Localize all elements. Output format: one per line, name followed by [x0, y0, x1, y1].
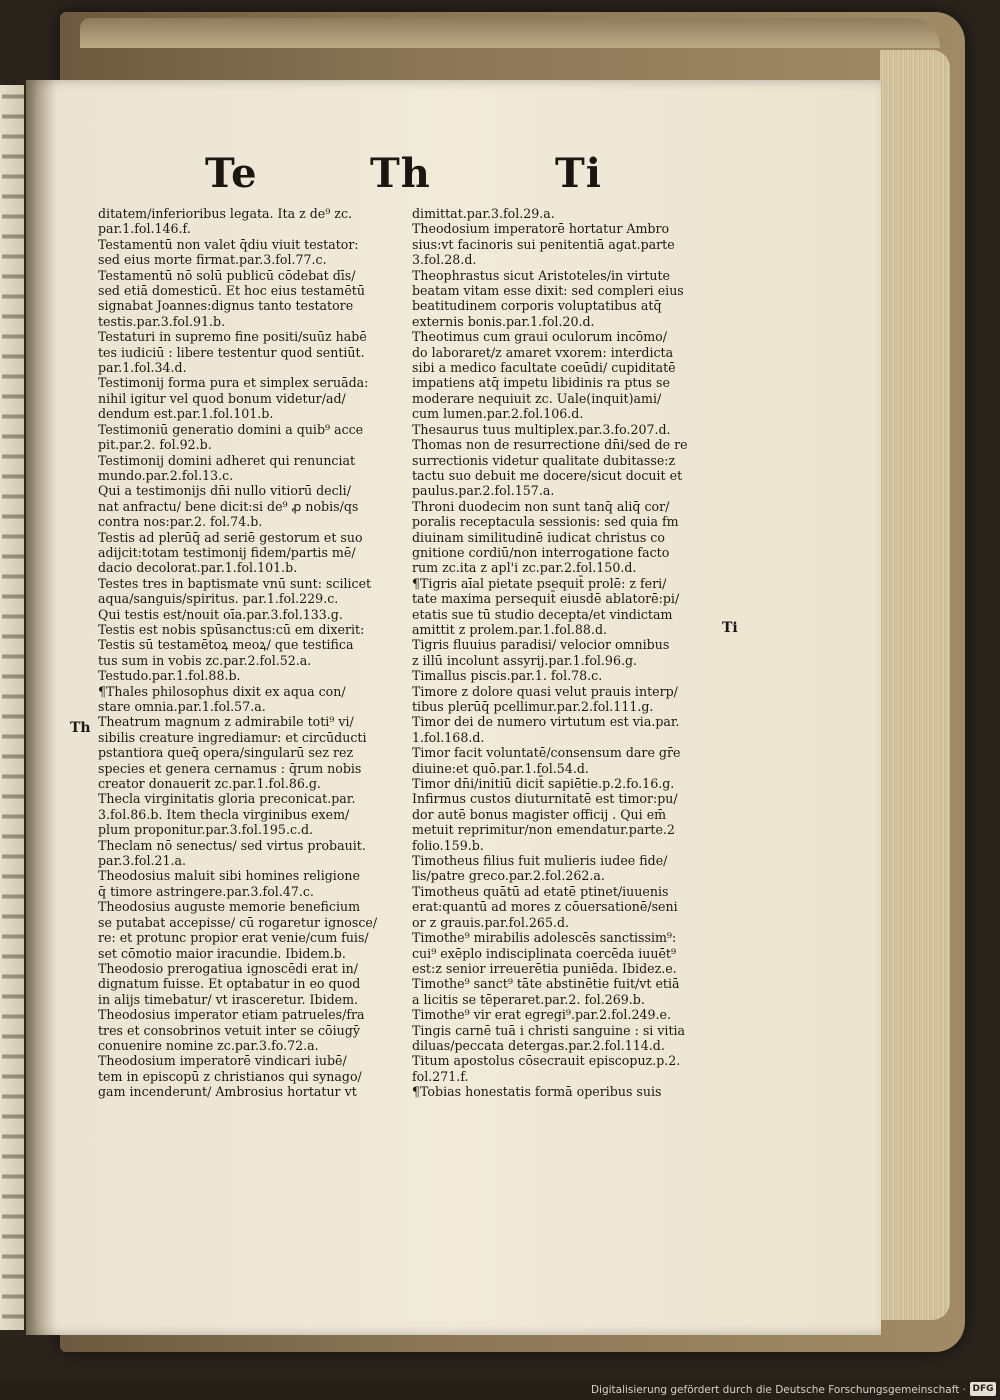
text-line: se putabat accepisse/ cū rogaretur ignosce/ — [98, 914, 378, 930]
text-line: re: et protunc propior erat venie/cum fuis/ — [98, 930, 369, 946]
text-line: z illū incolunt assyrij.par.1.fol.96.g. — [412, 652, 638, 668]
text-line: Timor dei de numero virtutum est via.par. — [412, 714, 680, 730]
running-head-right: Ti — [555, 150, 602, 197]
text-line: Theotimus cum graui oculorum incōmo/ — [412, 329, 667, 345]
text-line: 3.fol.86.b. Item thecla virginibus exem/ — [98, 806, 350, 822]
text-line: Theatrum magnum z admirabile toti⁹ vi/ — [98, 714, 354, 730]
text-line: gam incenderunt/ Ambrosius hortatur vt — [98, 1084, 357, 1100]
text-line: or z grauis.par.fol.265.d. — [412, 914, 570, 930]
text-line: tres et consobrinos vetuit inter se cōiugȳ — [98, 1022, 360, 1038]
margin-marker-left: Th — [70, 720, 91, 736]
text-line: Timothe⁹ mirabilis adolescēs sanctissim⁹: — [412, 930, 677, 946]
text-line: nat anfractu/ bene dicit:si de⁹ ꝓ nobis/qs — [98, 498, 359, 514]
text-line: ¶Tigris aīal pietate psequit̄ prolē: z feri/ — [412, 575, 667, 591]
text-line: Timothe⁹ vir erat egregi⁹.par.2.fol.249.e. — [412, 1007, 671, 1023]
text-line: par.3.fol.21.a. — [98, 853, 187, 869]
text-line: Theophrastus sicut Aristoteles/in virtute — [412, 267, 671, 283]
text-line: Timotheus quātū ad etatē ptinet/iuuenis — [412, 883, 669, 899]
text-line: cum lumen.par.2.fol.106.d. — [412, 406, 584, 422]
facing-page — [0, 85, 24, 1330]
text-line: beatitudinem corporis voluptatibus atq̄ — [412, 298, 662, 314]
text-line: Testes tres in baptismate vnū sunt: scilicet — [98, 575, 372, 591]
text-line: Timothe⁹ sanct⁹ tāte abstinētie fuit/vt etiā — [412, 976, 680, 992]
text-line: impatiens atq̄ impetu libidinis ra ptus se — [412, 375, 670, 391]
text-line: rum zc.ita z apl'i zc.par.2.fol.150.d. — [412, 560, 637, 576]
text-line: diuinam similitudinē iudicat christus co — [412, 529, 665, 545]
text-line: Timotheus filius fuit mulieris iudee fide/ — [412, 853, 668, 869]
text-line: Testimonij domini adheret qui renunciat — [98, 452, 356, 468]
text-line: surrectionis videtur qualitate dubitasse:z — [412, 452, 676, 468]
text-line: creator donauerit zc.par.1.fol.86.g. — [98, 776, 321, 792]
text-line: nihil igitur vel quod bonum videtur/ad/ — [98, 390, 346, 406]
text-line: in alijs timebatur/ vt irasceretur. Ibidem. — [98, 991, 359, 1007]
text-line: set cōmotio maior iracundie. Ibidem.b. — [98, 945, 346, 961]
text-line: metuit reprimitur/non emendatur.parte.2 — [412, 822, 675, 838]
text-line: Infirmus custos diuturnitatē est timor:pu/ — [412, 791, 678, 807]
margin-marker-right: Ti — [722, 620, 738, 636]
text-line: folio.159.b. — [412, 837, 484, 853]
text-line: pstantiora queq̄ opera/singularū sez rez — [98, 745, 354, 761]
text-line: stare omnia.par.1.fol.57.a. — [98, 699, 266, 714]
text-line: pit.par.2. fol.92.b. — [98, 437, 212, 453]
facing-page-text — [2, 85, 24, 1330]
text-line: species et genera cernamus : q̄rum nobis — [98, 760, 362, 776]
gutter-shadow — [26, 80, 56, 1335]
text-line: beatam vitam esse dixit: sed compleri eius — [412, 283, 684, 299]
text-line: Timore z dolore quasi velut prauis interp/ — [412, 683, 678, 699]
text-line: 3.fol.28.d. — [412, 252, 477, 268]
text-line: ¶Tobias honestatis formā operibus suis — [412, 1084, 662, 1100]
text-line: Tingis carnē tuā i christi sanguine : si vitia — [412, 1022, 686, 1038]
text-line: dacio decolorat.par.1.fol.101.b. — [98, 560, 298, 576]
text-line: ditatem/inferioribus legata. Ita z de⁹ zc. — [98, 206, 352, 221]
text-line: tactu suo debuit me docere/sicut docuit et — [412, 467, 683, 483]
text-line: mundo.par.2.fol.13.c. — [98, 467, 234, 483]
footer-credit: Digitalisierung gefördert durch die Deutsche Forschungsgemeinschaft · — [590, 1384, 966, 1396]
text-line: Qui a testimonijs dn̄i nullo vitiorū decli/ — [98, 483, 351, 499]
text-line: Testis est nobis spūsanctus:cū em dixerit: — [98, 621, 365, 637]
text-line: Testimonij forma pura et simplex seruāda: — [98, 375, 369, 391]
page-edges — [880, 50, 950, 1320]
text-line: fol.271.f. — [412, 1068, 469, 1084]
text-line: tibus plerūq̄ pcellimur.par.2.fol.111.g. — [412, 699, 654, 714]
text-line: poralis receptacula sessionis: sed quia fm — [412, 514, 679, 530]
text-line: dendum est.par.1.fol.101.b. — [98, 406, 274, 422]
text-line: aqua/sanguis/spiritus. par.1.fol.229.c. — [98, 591, 339, 607]
running-head-left: Te — [205, 150, 258, 197]
text-line: amittit z prolem.par.1.fol.88.d. — [412, 621, 608, 637]
text-line: Thesaurus tuus multiplex.par.3.fo.207.d. — [412, 421, 671, 437]
text-column-right — [412, 206, 712, 1100]
text-line: Titum apostolus cōsecrauit episcopuz.p.2. — [412, 1053, 681, 1069]
text-line: Testis ad plerūq̄ ad seriē gestorum et suo — [98, 529, 363, 545]
text-line: paulus.par.2.fol.157.a. — [412, 483, 555, 499]
text-line: Testamentū nō solū publicū cōdebat dīs/ — [98, 267, 356, 283]
text-line: tate maxima persequit̄ eiusdē ablatorē:pi/ — [412, 591, 680, 607]
text-line: etatis sue tū studio decepta/et vindictam — [412, 606, 673, 622]
text-line: sed etiā domesticū. Et hoc eius testamētū — [98, 283, 365, 299]
book-top-edge — [80, 18, 940, 48]
text-line: Theodosius imperator etiam patrueles/fra — [98, 1007, 365, 1023]
text-line: Testudo.par.1.fol.88.b. — [98, 668, 241, 684]
text-line: q̄ timore astringere.par.3.fol.47.c. — [98, 883, 314, 899]
text-line: moderare nequiuit zc. Uale(inquit)ami/ — [412, 390, 662, 406]
text-line: Thecla virginitatis gloria preconicat.par. — [98, 791, 356, 807]
text-line: diuine:et quō.par.1.fol.54.d. — [412, 760, 589, 776]
text-line: ¶Thales philosophus dixit ex aqua con/ — [98, 683, 346, 699]
text-line: Qui testis est/nouit oīa.par.3.fol.133.g. — [98, 606, 343, 622]
text-line: contra nos:par.2. fol.74.b. — [98, 514, 263, 530]
text-line: par.1.fol.146.f. — [98, 221, 191, 237]
running-head-center: Th — [370, 150, 431, 197]
text-line: dignatum fuisse. Et optabatur in eo quod — [98, 976, 361, 992]
text-line: Timallus piscis.par.1. fol.78.c. — [412, 668, 603, 684]
text-line: 1.fol.168.d. — [412, 729, 485, 745]
text-line: Testis sū testamētoꝝ meoꝝ/ que testifica — [98, 637, 354, 653]
text-line: Theodosius maluit sibi homines religione — [98, 868, 360, 884]
text-line: sibilis creature ingrediamur: et circūducti — [98, 729, 367, 745]
text-line: testis.par.3.fol.91.b. — [98, 313, 226, 329]
text-line: cui⁹ exēplo indisciplinata coercēda iuuēt⁹ — [412, 945, 677, 961]
text-line: Testimoniū generatio domini a quib⁹ acce — [98, 421, 364, 437]
text-line: signabat Joannes:dignus tanto testatore — [98, 298, 354, 314]
text-line: dimittat.par.3.fol.29.a. — [412, 206, 555, 221]
text-line: sed eius morte firmat.par.3.fol.77.c. — [98, 252, 327, 268]
text-line: sibi a medico facultate coeūdi/ cupiditatē — [412, 360, 676, 376]
text-line: Tigris fluuius paradisi/ velocior omnibus — [412, 637, 670, 653]
text-line: erat:quantū ad mores z cōuersationē/seni — [412, 899, 678, 915]
text-line: diluas/peccata detergas.par.2.fol.114.d. — [412, 1037, 665, 1053]
text-line: Theodosium imperatorē hortatur Ambro — [412, 221, 670, 237]
text-line: tus sum in vobis zc.par.2.fol.52.a. — [98, 652, 312, 668]
text-line: do laboraret/z amaret vxorem: interdicta — [412, 344, 674, 360]
text-line: plum proponitur.par.3.fol.195.c.d. — [98, 822, 314, 838]
text-column-left — [98, 206, 398, 1100]
text-line: par.1.fol.34.d. — [98, 360, 187, 376]
text-line: tes iudiciū : libere testentur quod sentiūt. — [98, 344, 365, 360]
text-line: sius:vt facinoris sui penitentiā agat.parte — [412, 236, 675, 252]
text-line: est:z senior irreuerētia puniēda. Ibidez.e. — [412, 960, 677, 976]
text-line: lis/patre greco.par.2.fol.262.a. — [412, 868, 605, 884]
text-line: conuenire nomine zc.par.3.fo.72.a. — [98, 1037, 319, 1053]
text-line: Timor dn̄i/initiū dicit̄ sapiētie.p.2.fo.16.g. — [412, 776, 675, 792]
text-line: Theodosium imperatorē vindicari iubē/ — [98, 1053, 347, 1069]
text-line: Theclam nō senectus/ sed virtus probauit. — [98, 837, 366, 853]
text-line: Theodosius auguste memorie beneficium — [98, 899, 361, 915]
text-line: adijcit:totam testimonij fidem/partis mē/ — [98, 544, 356, 560]
text-line: Throni duodecim non sunt tanq̄ aliq̄ cor/ — [412, 498, 670, 514]
text-line: Testamentū non valet q̄diu viuit testator: — [98, 236, 359, 252]
text-line: dor autē bonus magister officij . Qui em̄ — [412, 806, 667, 822]
text-line: gnitione cordiū/non interrogatione facto — [412, 544, 670, 560]
dfg-logo: DFG — [970, 1382, 996, 1396]
text-line: Testaturi in supremo fine positi/suūz habē — [98, 329, 367, 345]
text-line: Thomas non de resurrectione dn̄i/sed de re — [412, 437, 688, 453]
text-line: Timor facit voluntatē/consensum dare gr̄e — [412, 745, 681, 761]
text-line: tem in episcopū z christianos qui synago/ — [98, 1068, 362, 1084]
text-line: Theodosio prerogatiua ignoscēdi erat in/ — [98, 960, 358, 976]
text-line: externis bonis.par.1.fol.20.d. — [412, 313, 595, 329]
text-line: a licitis se tēperaret.par.2. fol.269.b. — [412, 991, 645, 1007]
